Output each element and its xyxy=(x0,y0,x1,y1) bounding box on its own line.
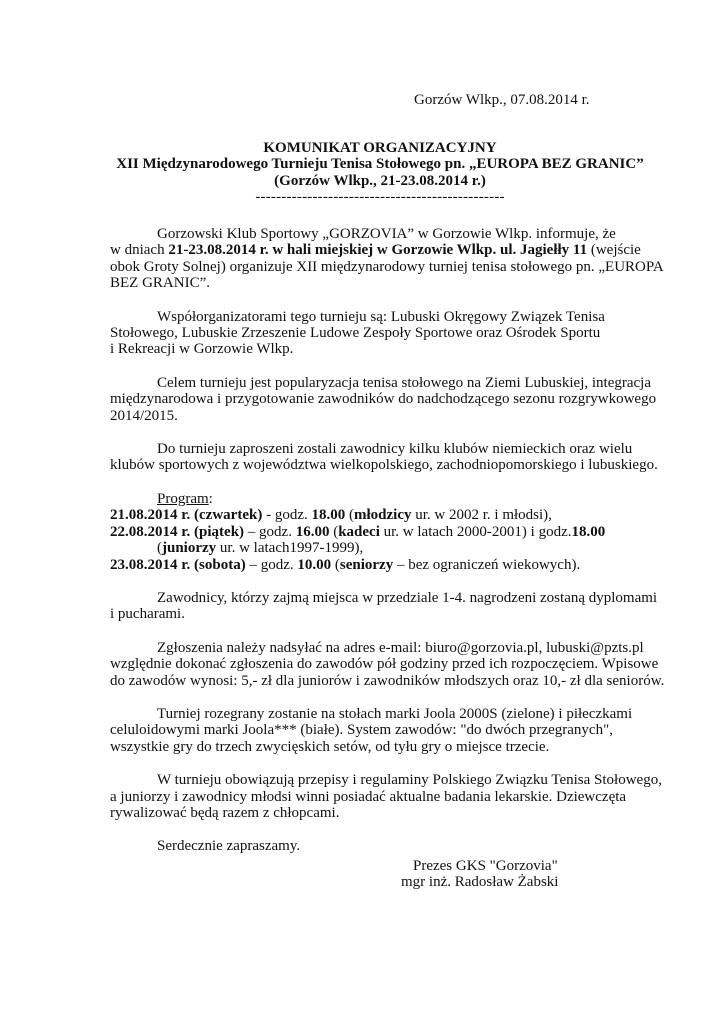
age-category: kadeci xyxy=(338,523,380,540)
text-line: klubów sportowych z województwa wielkopolskiego, zachodniopomorskiego i lubuskiego. xyxy=(110,457,658,474)
signature-block xyxy=(401,858,558,891)
paragraph-invited xyxy=(110,441,670,474)
text-span: (wejście xyxy=(587,242,641,259)
text-span: ( xyxy=(345,507,354,524)
age-category: juniorzy xyxy=(162,540,217,557)
start-time: 16.00 xyxy=(295,523,330,540)
text-span: ur. w latach 2000-2001) i godz. xyxy=(379,523,572,540)
heading-title: KOMUNIKAT ORGANIZACYJNY xyxy=(263,140,497,156)
text-span: - godz. xyxy=(262,507,312,524)
text-line: i Rekreacji w Gorzowie Wlkp. xyxy=(110,341,294,358)
program-heading xyxy=(110,491,670,507)
day-date: 23.08.2014 r. (sobota) xyxy=(110,556,246,573)
text-span: ur. w 2002 r. i młodsi), xyxy=(411,507,552,524)
program-day-2 xyxy=(110,524,670,540)
text-line: obok Groty Solnej) organizuje XII międzynarodowy turniej tenisa stołowego pn. „EUROPA xyxy=(110,258,664,275)
paragraph-coorganizers xyxy=(110,309,670,358)
signature-title: Prezes GKS "Gorzovia" xyxy=(413,858,558,874)
paragraph-equipment xyxy=(110,706,670,755)
program-label: Program xyxy=(157,490,209,507)
text-line: celuloidowymi marki Joola*** (białe). System zawodów: "do dwóch przegranych", xyxy=(110,722,613,739)
start-time: 10.00 xyxy=(297,556,332,573)
day-date: 22.08.2014 r. (piątek) xyxy=(110,523,245,540)
closing-paragraph xyxy=(110,838,670,854)
text-line: rywalizować będą razem z chłopcami. xyxy=(110,804,340,821)
heading-subtitle: XII Międzynarodowego Turnieju Tenisa Stołowego pn. „EUROPA BEZ GRANIC” xyxy=(116,156,644,173)
text-span: w dniach xyxy=(110,242,169,259)
text-line: Celem turnieju jest popularyzacja tenisa stołowego na Ziemi Lubuskiej, integracja xyxy=(157,374,652,391)
signature-name: mgr inż. Radosław Żabski xyxy=(401,874,559,891)
text-line: BEZ GRANIC”. xyxy=(110,275,210,292)
paragraph-awards xyxy=(110,590,670,623)
age-category: młodzicy xyxy=(353,507,412,524)
text-span: – bez ograniczeń wiekowych). xyxy=(393,556,581,573)
text-line xyxy=(110,242,670,258)
text-line: międzynarodowa i przygotowanie zawodników do nadchodzącego sezonu rozgrywkowego xyxy=(110,391,657,408)
program-day-2-continued xyxy=(110,540,670,556)
text-line: W turnieju obowiązują przepisy i regulaminy Polskiego Związku Tenisa Stołowego, xyxy=(157,772,662,789)
age-category: seniorzy xyxy=(339,556,394,573)
paragraph-intro xyxy=(110,226,670,292)
paragraph-rules xyxy=(110,772,670,821)
text-line: Gorzowski Klub Sportowy „GORZOVIA” w Gorzowie Wlkp. informuje, że xyxy=(157,226,616,242)
text-line: Współorganizatorami tego turnieju są: Lubuski Okręgowy Związek Tenisa xyxy=(157,308,605,325)
paragraph-goal xyxy=(110,375,670,424)
program-day-3 xyxy=(110,557,670,573)
text-span: ( xyxy=(331,556,340,573)
text-line: Zawodnicy, którzy zajmą miejsca w przedziale 1-4. nagrodzeni zostaną dyplomami xyxy=(157,589,658,606)
text-line: do zawodów wynosi: 5,- zł dla juniorów i zawodników młodszych oraz 10,- zł dla seniorów. xyxy=(110,672,665,689)
date-line: Gorzów Wlkp., 07.08.2014 r. xyxy=(414,92,590,108)
text-line: 2014/2015. xyxy=(110,407,178,424)
program-day-1 xyxy=(110,507,670,523)
text-span: – godz. xyxy=(244,523,296,540)
closing-line: Serdecznie zapraszamy. xyxy=(157,838,301,855)
text-line: Turniej rozegrany zostanie na stołach marki Joola 2000S (zielone) i piłeczkami xyxy=(157,705,633,722)
text-span: ( xyxy=(157,540,162,557)
heading-separator: ------------------------------------------------ xyxy=(255,189,505,206)
program-section xyxy=(110,491,670,573)
text-span: ur. w latach1997-1999), xyxy=(216,540,364,557)
day-date: 21.08.2014 r. (czwartek) xyxy=(110,507,263,524)
start-time: 18.00 xyxy=(571,523,606,540)
text-line: Zgłoszenia należy nadsyłać na adres e-mail: biuro@gorzovia.pl, lubuski@pzts.pl xyxy=(157,639,644,656)
text-line: wszystkie gry do trzech zwycięskich setów, od tyłu gry o miejsce trzecie. xyxy=(110,738,550,755)
text-line: względnie dokonać zgłoszenia do zawodów pół godziny przed ich rozpoczęciem. Wpisowe xyxy=(110,656,659,673)
venue-bold: 21-23.08.2014 r. w hali miejskiej w Gorzowie Wlkp. ul. Jagiełły 11 xyxy=(168,242,588,259)
document-body xyxy=(110,226,670,872)
text-span: – godz. xyxy=(245,556,298,573)
text-line: Do turnieju zaproszeni zostali zawodnicy kilku klubów niemieckich oraz wielu xyxy=(157,441,633,458)
paragraph-registration xyxy=(110,640,670,689)
text-span: ( xyxy=(329,523,339,540)
text-line: a juniorzy i zawodnicy młodsi winni posiadać aktualne badania lekarskie. Dziewczęta xyxy=(110,788,627,805)
heading-place-dates: (Gorzów Wlkp., 21-23.08.2014 r.) xyxy=(274,172,486,189)
text-span: : xyxy=(208,490,213,507)
text-line: Stołowego, Lubuskie Zrzeszenie Ludowe Zespoły Sportowe oraz Ośrodek Sportu xyxy=(110,325,601,342)
document-heading xyxy=(0,140,724,206)
start-time: 18.00 xyxy=(311,507,346,524)
text-line: i pucharami. xyxy=(110,606,185,623)
